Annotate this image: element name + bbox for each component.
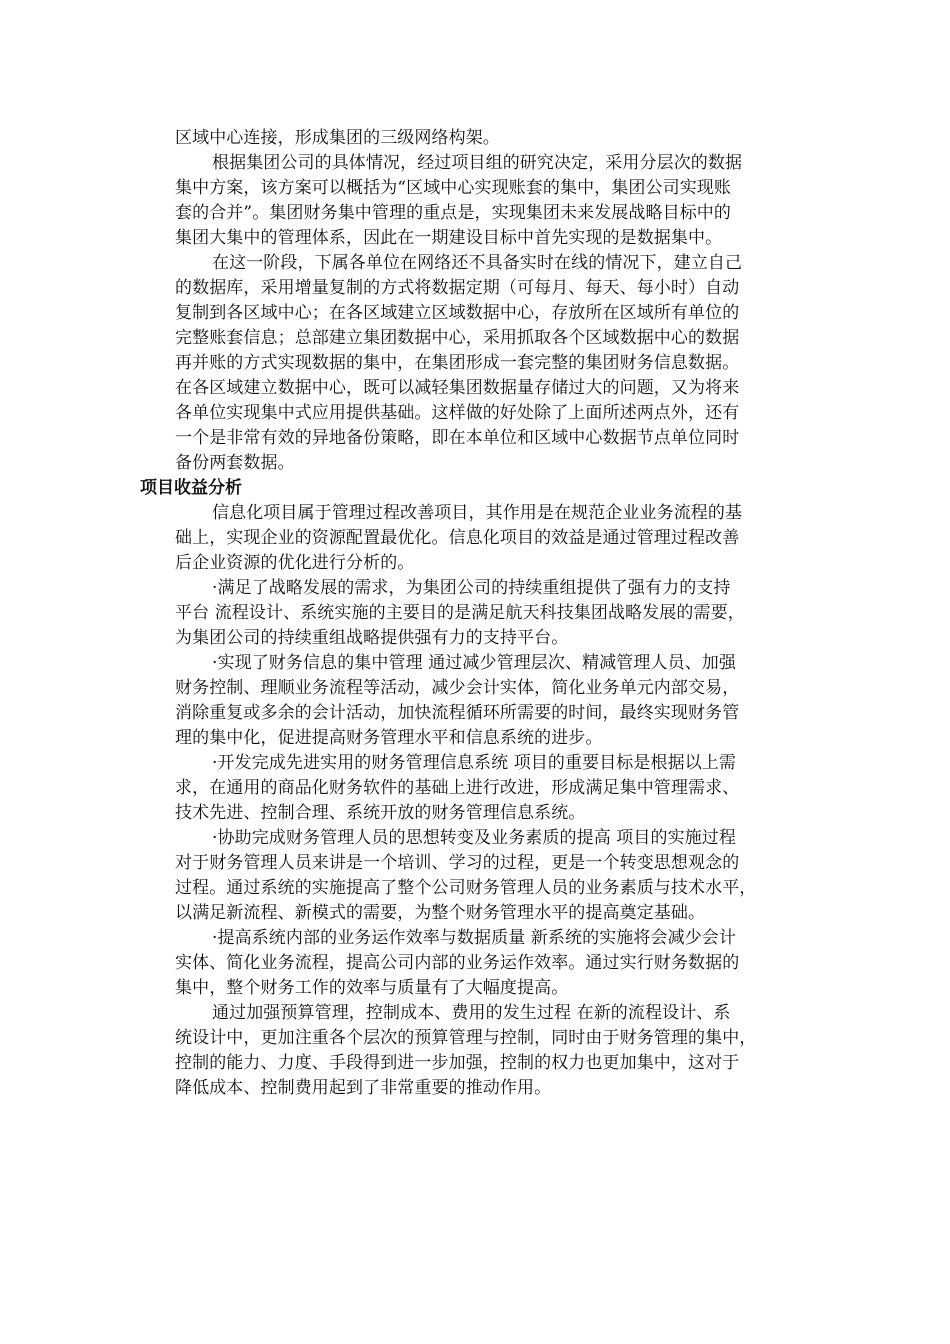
text-line: 在这一阶段，下属各单位在网络还不具备实时在线的情况下，建立自己 bbox=[212, 253, 743, 273]
text-line: 复制到各区域中心；在各区域建立区域数据中心，存放所在区域所有单位的 bbox=[175, 303, 740, 323]
text-line: 理的集中化，促进提高财务管理水平和信息系统的进步。 bbox=[175, 728, 603, 748]
text-line: 以满足新流程、新模式的需要，为整个财务管理水平的提高奠定基础。 bbox=[175, 903, 706, 923]
text-line: 套的合并”。集团财务集中管理的重点是，实现集团未来发展战略目标中的 bbox=[175, 203, 731, 223]
text-line: 备份两套数据。 bbox=[175, 453, 295, 473]
text-line: 集中，整个财务工作的效率与质量有了大幅度提高。 bbox=[175, 978, 569, 998]
text-line: 技术先进、控制合理、系统开放的财务管理信息系统。 bbox=[175, 803, 586, 823]
text-line: 各单位实现集中式应用提供基础。这样做的好处除了上面所述两点外，还有 bbox=[175, 403, 740, 423]
text-line: 再并账的方式实现数据的集中，在集团形成一套完整的集团财务信息数据。 bbox=[175, 353, 740, 373]
text-line: ·协助完成财务管理人员的思想转变及业务素质的提高 项目的实施过程 bbox=[212, 828, 737, 848]
text-line: 控制的能力、力度、手段得到进一步加强，控制的权力也更加集中，这对于 bbox=[175, 1053, 740, 1073]
text-line: 集团大集中的管理体系，因此在一期建设目标中首先实现的是数据集中。 bbox=[175, 228, 723, 248]
text-line: 集中方案，该方案可以概括为“区域中心实现账套的集中，集团公司实现账 bbox=[175, 178, 731, 198]
text-line: 信息化项目属于管理过程改善项目，其作用是在规范企业业务流程的基 bbox=[212, 503, 743, 523]
section-heading: 项目收益分析 bbox=[140, 478, 242, 498]
text-line: ·实现了财务信息的集中管理 通过减少管理层次、精减管理人员、加强 bbox=[212, 653, 737, 673]
text-line: 的数据库，采用增量复制的方式将数据定期（可每月、每天、每小时）自动 bbox=[175, 278, 740, 298]
text-line: 区域中心连接，形成集团的三级网络构架。 bbox=[175, 128, 500, 148]
text-line: 根据集团公司的具体情况，经过项目组的研究决定，采用分层次的数据 bbox=[212, 153, 743, 173]
text-line: ·满足了战略发展的需求，为集团公司的持续重组提供了强有力的支持 bbox=[212, 578, 731, 598]
text-line: 后企业资源的优化进行分析的。 bbox=[175, 553, 415, 573]
text-line: 通过加强预算管理，控制成本、费用的发生过程 在新的流程设计、系 bbox=[212, 1003, 731, 1023]
text-line: ·开发完成先进实用的财务管理信息系统 项目的重要目标是根据以上需 bbox=[212, 753, 737, 773]
text-line: 为集团公司的持续重组战略提供强有力的支持平台。 bbox=[175, 628, 569, 648]
text-line: 础上，实现企业的资源配置最优化。信息化项目的效益是通过管理过程改善 bbox=[175, 528, 740, 548]
text-line: 完整账套信息；总部建立集团数据中心，采用抓取各个区域数据中心的数据 bbox=[175, 328, 740, 348]
text-line: ·提高系统内部的业务运作效率与数据质量 新系统的实施将会减少会计 bbox=[212, 928, 737, 948]
text-line: 平台 流程设计、系统实施的主要目的是满足航天科技集团战略发展的需要， bbox=[175, 603, 745, 623]
text-line: 统设计中，更加注重各个层次的预算管理与控制，同时由于财务管理的集中， bbox=[175, 1028, 757, 1048]
text-line: 实体、简化业务流程，提高公司内部的业务运作效率。通过实行财务数据的 bbox=[175, 953, 740, 973]
text-line: 在各区域建立数据中心，既可以减轻集团数据量存储过大的问题，又为将来 bbox=[175, 378, 740, 398]
text-line: 消除重复或多余的会计活动，加快流程循环所需要的时间，最终实现财务管 bbox=[175, 703, 740, 723]
text-line: 一个是非常有效的异地备份策略，即在本单位和区域中心数据节点单位同时 bbox=[175, 428, 740, 448]
text-line: 求，在通用的商品化财务软件的基础上进行改进，形成满足集中管理需求、 bbox=[175, 778, 740, 798]
text-line: 降低成本、控制费用起到了非常重要的推动作用。 bbox=[175, 1078, 552, 1098]
text-line: 对于财务管理人员来讲是一个培训、学习的过程，更是一个转变思想观念的 bbox=[175, 853, 740, 873]
text-line: 财务控制、理顺业务流程等活动，减少会计实体，简化业务单元内部交易， bbox=[175, 678, 740, 698]
text-line: 过程。通过系统的实施提高了整个公司财务管理人员的业务素质与技术水平， bbox=[175, 878, 757, 898]
